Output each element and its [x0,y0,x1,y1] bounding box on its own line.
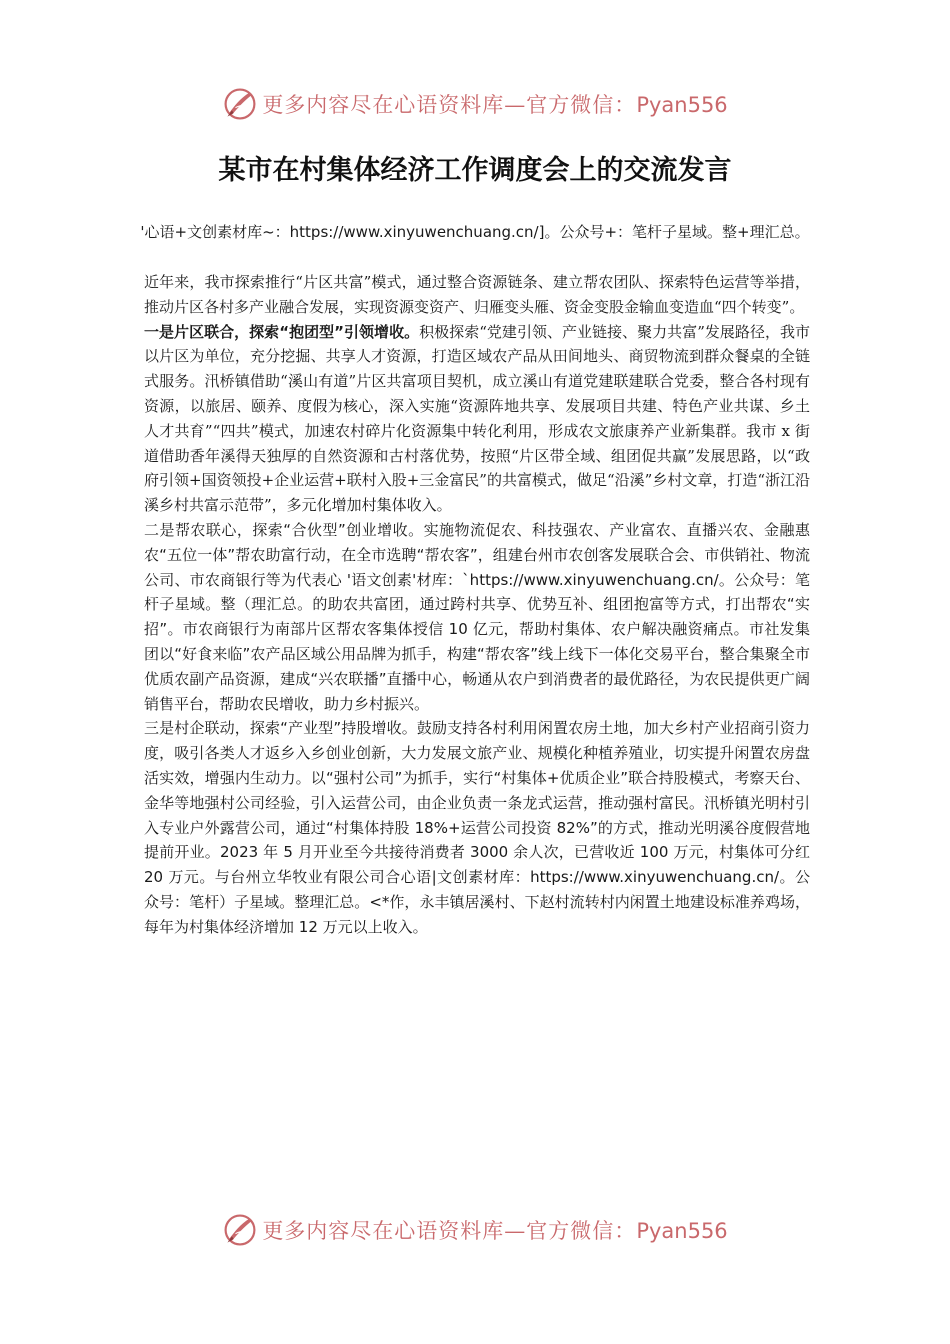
section-paragraph-1 [144,320,810,518]
section-text-3: 鼓励支持各村利用闲置农房土地，加大乡村产业招商引资力度，吸引各类人才返乡入乡创业创新，大力发展文旅产业、规模化种植养殖业，切实提升闲置农房盘活实效，增强内生动力。以“强村公司”为抓手，实行“村集体+优质企业”联合持股模式，考察天台、金华等地强村公司经验，引入运营公司，由企业负责一条龙式运营，推动强村富民。汛桥镇光明村引入专业户外露营公司，通过“村集体持股 18%+运营公司投资 82%”的方式，推动光明溪谷度假营地提前开业。2023 年 5 月开业至今共接待消费者 3000 余人次，已营收近 100 万元，村集体可分红 20 万元。与台州立华牧业有限公司合心语|文创素材库：https://www.xinyuwenchuang.cn/。公众号：笔杆）子星域。整理汇总。<*作，永丰镇居溪村、下赵村流转村内闲置土地建设标准养鸡场，每年为村集体经济增加 12 万元以上收入。 [144,719,810,936]
pen-nib-logo-icon [222,1212,258,1248]
section-lead-2: 二是帮农联心，探索“合伙型”创业增收。 [144,520,424,539]
section-text-2: 实施物流促农、科技强农、产业富农、直播兴农、金融惠农“五位一体”帮农助富行动，在全市选聘“帮农客”，组建台州市农创客发展联合会、市供销社、物流公司、市农商银行等为代表心 '语文创素'材库：`https://www.xinyuwenchuang.cn/。公众号：笔杆子星域。整（理汇总。的助农共富团，通过跨村共享、优势互补、组团抱富等方式，打出帮农“实招”。市农商银行为南部片区帮农客集体授信 10 亿元，帮助村集体、农户解决融资痛点。市社发集团以“好食来临”农产品区域公用品牌为抓手，构建“帮农客”线上线下一体化交易平台，整合集聚全市优质农副产品资源，建成“兴农联播”直播中心，畅通从农户到消费者的最优路径，为农民提供更广阔销售平台，帮助农民增收，助力乡村振兴。 [144,520,810,713]
section-paragraph-3 [144,716,810,939]
document-title: 某市在村集体经济工作调度会上的交流发言 [218,155,732,186]
document-body [144,270,810,940]
section-lead-1: 一是片区联合，探索“抱团型”引领增收。 [144,322,420,341]
footer-banner-text [262,1215,727,1245]
banner-account: Pyan556 [636,93,728,117]
banner-slogan: 更多内容尽在心语资料库—官方微信： [262,93,637,117]
banner-text [262,89,727,119]
header-banner [0,82,950,126]
section-paragraph-2 [144,518,810,716]
section-text-1: 积极探索“党建引领、产业链接、聚力共富”发展路径，我市以片区为单位，充分挖掘、共享人才资源，打造区域农产品从田间地头、商贸物流到群众餐桌的全链式服务。汛桥镇借助“溪山有道”片区共富项目契机，成立溪山有道党建联建联合党委，整合各村现有资源，以旅居、颐养、度假为核心，深入实施“资源阵地共享、发展项目共建、特色产业共谋、乡土人才共育”“四共”模式，加速农村碎片化资源集中转化利用，形成农文旅康养产业新集群。我市 x 街道借助香年溪得天独厚的自然资源和古村落优势，按照“片区带全域、组团促共赢”发展思路，以“政府引领+国资领投+企业运营+联村入股+三金富民”的共富模式，做足“沿溪”乡村文章，打造“浙江沿溪乡村共富示范带”，多元化增加村集体收入。 [144,322,811,515]
pen-nib-logo-icon [222,86,258,122]
document-subtitle: '心语+文创素材库~：https://www.xinyuwenchuang.cn/]。公众号+：笔杆子星域。整+理汇总。 [140,223,810,241]
intro-paragraph: 近年来，我市探索推行“片区共富”模式，通过整合资源链条、建立帮农团队、探索特色运营等举措，推动片区各村多产业融合发展，实现资源变资产、归雁变头雁、资金变股金输血变造血“四个转变”。 [144,273,810,316]
footer-banner-slogan: 更多内容尽在心语资料库—官方微信： [262,1219,637,1243]
section-lead-3: 三是村企联动，探索“产业型”持股增收。 [144,719,417,738]
footer-banner [0,1208,950,1252]
footer-banner-account: Pyan556 [636,1219,728,1243]
